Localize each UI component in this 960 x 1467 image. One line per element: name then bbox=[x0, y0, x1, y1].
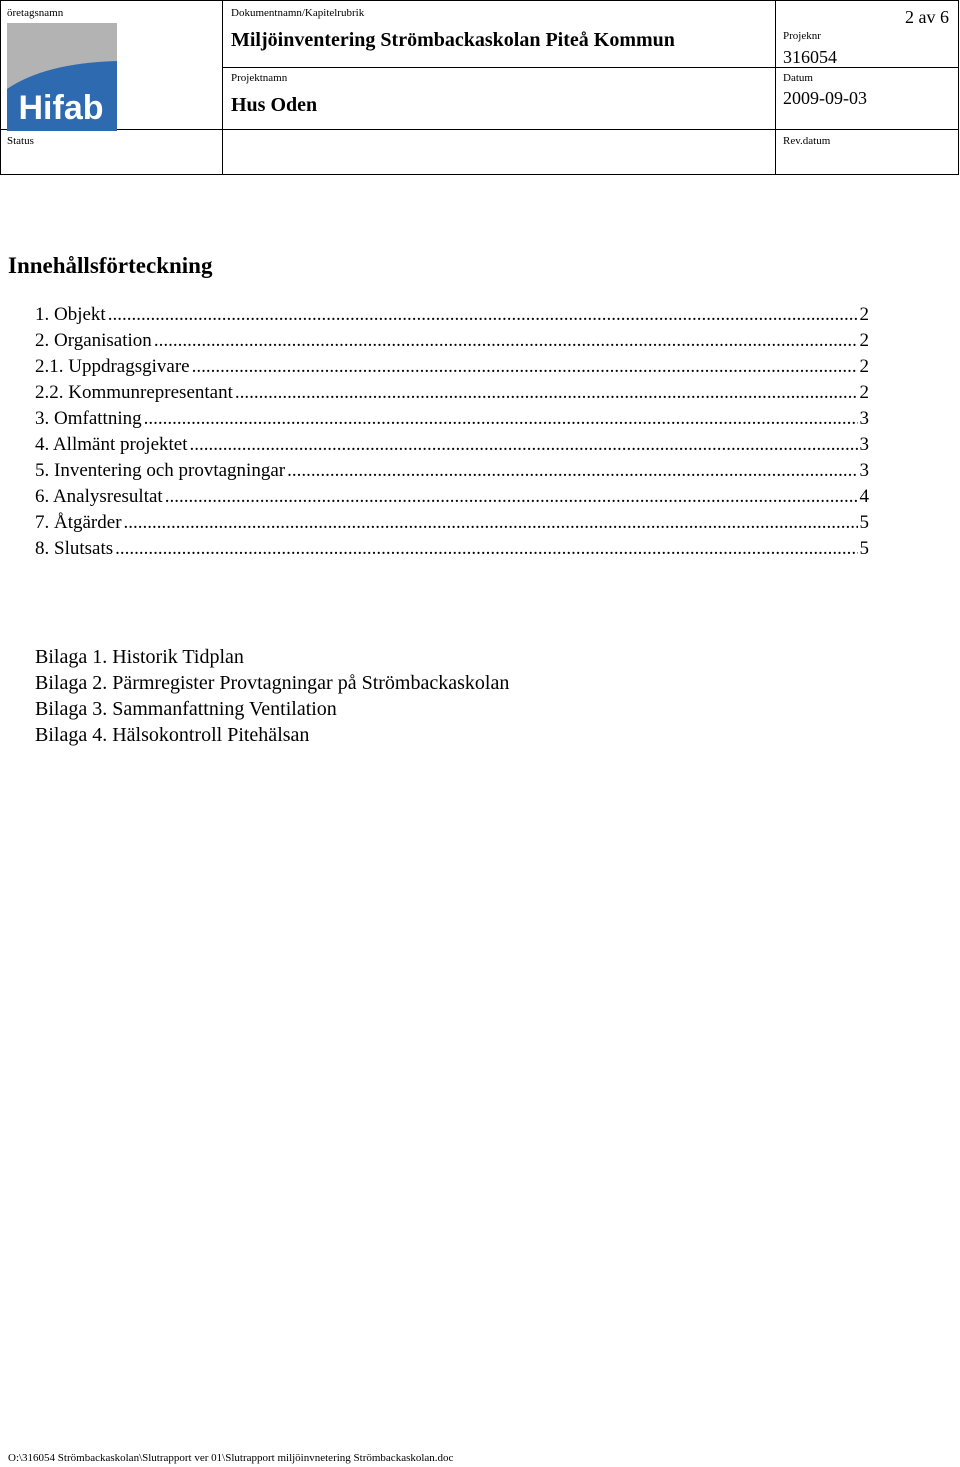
toc-entry-page: 3 bbox=[859, 408, 869, 429]
date-value: 2009-09-03 bbox=[783, 88, 867, 108]
toc-entry-page: 3 bbox=[859, 460, 869, 481]
toc-entry-page: 4 bbox=[859, 486, 869, 507]
toc-entry[interactable] bbox=[35, 458, 869, 484]
doc-title: Miljöinventering Strömbackaskolan Piteå Kommun bbox=[231, 29, 675, 51]
company-label: öretagsnamn bbox=[7, 7, 64, 19]
toc-entry-label: 2. Organisation bbox=[35, 330, 152, 351]
toc-entry-label: 1. Objekt bbox=[35, 304, 106, 325]
header-divider bbox=[1, 129, 958, 130]
toc-entry-page: 5 bbox=[859, 512, 869, 533]
header-divider bbox=[222, 67, 958, 68]
document-header bbox=[0, 0, 959, 175]
toc-entry-label: 3. Omfattning bbox=[35, 408, 142, 429]
appendix-item: Bilaga 4. Hälsokontroll Pitehälsan bbox=[35, 724, 310, 746]
date-label: Datum bbox=[783, 72, 813, 84]
toc-entry[interactable] bbox=[35, 380, 869, 406]
toc-leader-dots bbox=[154, 328, 858, 354]
doc-title-label: Dokumentnamn/Kapitelrubrik bbox=[231, 7, 365, 19]
footer-file-path: O:\316054 Strömbackaskolan\Slutrapport ver 01\Slutrapport miljöinvnetering Strömbackaskolan.doc bbox=[8, 1452, 454, 1464]
header-divider bbox=[222, 1, 223, 174]
toc-entry-page: 2 bbox=[859, 304, 869, 325]
toc-entry-page: 2 bbox=[859, 330, 869, 351]
project-name-label: Projektnamn bbox=[231, 72, 288, 84]
toc-entry[interactable] bbox=[35, 510, 869, 536]
toc-entry-label: 7. Åtgärder bbox=[35, 512, 122, 533]
toc-leader-dots bbox=[108, 302, 858, 328]
toc-leader-dots bbox=[165, 484, 858, 510]
page-indicator: 2 av 6 bbox=[905, 7, 949, 27]
toc-entry[interactable] bbox=[35, 354, 869, 380]
toc-entry-label: 5. Inventering och provtagningar bbox=[35, 460, 286, 481]
toc-entry-label: 2.1. Uppdragsgivare bbox=[35, 356, 190, 377]
project-number-label: Projeknr bbox=[783, 30, 821, 42]
toc-leader-dots bbox=[235, 380, 858, 406]
appendix-list bbox=[35, 644, 509, 748]
project-name: Hus Oden bbox=[231, 94, 318, 116]
toc-entry[interactable] bbox=[35, 536, 869, 562]
toc-entry[interactable] bbox=[35, 432, 869, 458]
logo-text: Hifab bbox=[18, 89, 104, 127]
toc-title: Innehållsförteckning bbox=[8, 253, 213, 278]
table-of-contents bbox=[35, 302, 869, 562]
toc-leader-dots bbox=[115, 536, 857, 562]
hifab-logo bbox=[7, 23, 117, 131]
toc-entry-page: 5 bbox=[859, 538, 869, 559]
appendix-item: Bilaga 1. Historik Tidplan bbox=[35, 646, 244, 668]
toc-entry-label: 2.2. Kommunrepresentant bbox=[35, 382, 233, 403]
toc-leader-dots bbox=[144, 406, 858, 432]
toc-entry[interactable] bbox=[35, 328, 869, 354]
toc-entry-label: 4. Allmänt projektet bbox=[35, 434, 188, 455]
toc-entry[interactable] bbox=[35, 484, 869, 510]
rev-date-label: Rev.datum bbox=[783, 135, 831, 147]
toc-entry-label: 8. Slutsats bbox=[35, 538, 114, 559]
toc-entry[interactable] bbox=[35, 406, 869, 432]
toc-leader-dots bbox=[287, 458, 857, 484]
toc-entry[interactable] bbox=[35, 302, 869, 328]
toc-entry-page: 2 bbox=[859, 382, 869, 403]
toc-leader-dots bbox=[190, 432, 858, 458]
project-number: 316054 bbox=[783, 47, 837, 67]
appendix-item: Bilaga 3. Sammanfattning Ventilation bbox=[35, 698, 337, 720]
toc-entry-page: 3 bbox=[859, 434, 869, 455]
toc-entry-label: 6. Analysresultat bbox=[35, 486, 163, 507]
toc-leader-dots bbox=[124, 510, 858, 536]
status-label: Status bbox=[7, 135, 34, 147]
toc-leader-dots bbox=[192, 354, 858, 380]
header-divider bbox=[775, 1, 776, 174]
toc-entry-page: 2 bbox=[859, 356, 869, 377]
appendix-item: Bilaga 2. Pärmregister Provtagningar på Strömbackaskolan bbox=[35, 672, 510, 694]
